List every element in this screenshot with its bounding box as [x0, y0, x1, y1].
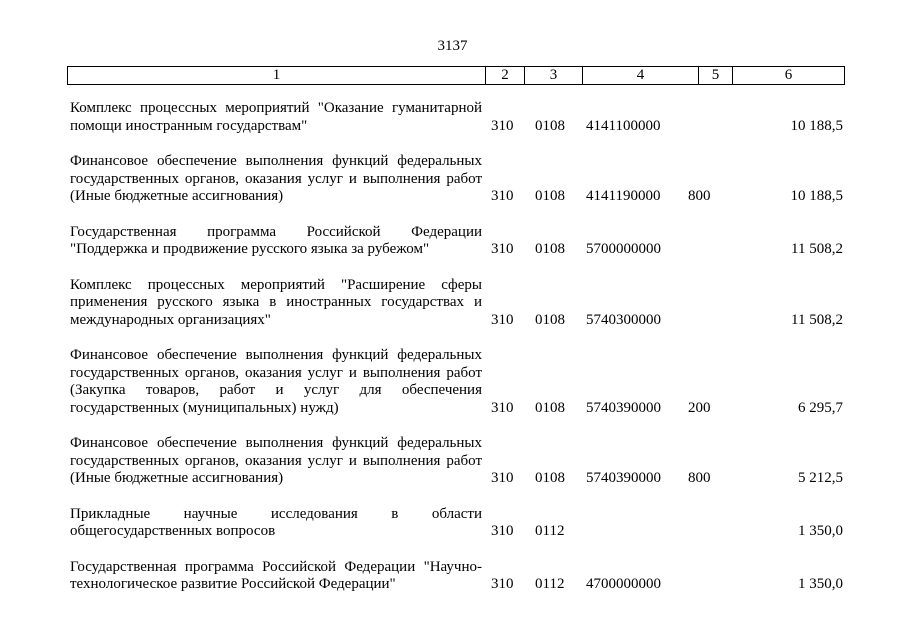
description-line: государственных органов, оказания услуг и выполнения работ — [70, 170, 482, 187]
header-col-1: 1 — [68, 67, 486, 84]
row-description — [67, 153, 482, 206]
cell-c6: 11 508,2 — [791, 311, 843, 328]
table-row — [67, 347, 845, 417]
description-line: (Закупка товаров, работ и услуг для обеспечения — [70, 382, 482, 398]
description-line: Финансовое обеспечение выполнения функций федеральных — [70, 153, 482, 169]
cell-c3: 0108 — [535, 241, 565, 257]
cell-c3: 0108 — [535, 311, 565, 328]
description-line: применения русского языка в иностранных государствах и — [70, 294, 482, 310]
description-line: помощи иностранным государствам" — [70, 117, 308, 134]
cell-c2: 310 — [491, 576, 514, 592]
cell-c4: 4141100000 — [586, 117, 661, 134]
table-row — [67, 435, 845, 488]
cell-c3: 0112 — [535, 576, 565, 592]
description-line: государственных органов, оказания услуг и выполнения работ — [70, 364, 482, 381]
cell-c4: 5740390000 — [586, 470, 661, 486]
cell-c4: 5740300000 — [586, 311, 661, 328]
cell-c4: 4141190000 — [586, 188, 661, 204]
cell-c3: 0108 — [535, 470, 565, 486]
cell-c6: 10 188,5 — [790, 117, 843, 134]
table-row — [67, 224, 845, 259]
row-description — [67, 435, 482, 488]
cell-c3: 0112 — [535, 523, 565, 539]
table-body — [67, 100, 845, 612]
cell-c5: 200 — [688, 399, 711, 416]
cell-c3: 0108 — [535, 399, 565, 416]
description-line: государственных органов, оказания услуг и выполнения работ — [70, 452, 482, 469]
cell-c2: 310 — [491, 188, 514, 204]
cell-c6: 6 295,7 — [798, 399, 843, 416]
description-line: "Поддержка и продвижение русского языка за рубежом" — [70, 241, 430, 257]
table-row — [67, 153, 845, 206]
table-row — [67, 100, 845, 135]
cell-c6: 1 350,0 — [798, 576, 843, 592]
cell-c5: 800 — [688, 188, 711, 204]
cell-c6: 1 350,0 — [798, 523, 843, 539]
cell-c2: 310 — [491, 311, 514, 328]
header-col-6: 6 — [784, 67, 793, 83]
cell-c6: 10 188,5 — [790, 188, 843, 204]
cell-c3: 0108 — [535, 188, 565, 204]
table-row — [67, 506, 845, 541]
cell-c4: 5700000000 — [586, 241, 661, 257]
table-row — [67, 559, 845, 594]
row-description — [67, 277, 482, 330]
cell-c4: 4700000000 — [586, 576, 661, 592]
description-line: Финансовое обеспечение выполнения функций федеральных — [70, 435, 482, 451]
row-description — [67, 224, 482, 259]
cell-c2: 310 — [491, 241, 514, 257]
description-line: международных организациях" — [70, 311, 271, 328]
cell-c2: 310 — [491, 399, 514, 416]
header-col-5: 5 — [699, 67, 733, 84]
page-number: 3137 — [437, 38, 468, 54]
row-description — [67, 506, 482, 541]
cell-c2: 310 — [491, 470, 514, 486]
header-col-2: 2 — [486, 67, 525, 84]
description-line: технологическое развитие Российской Федерации" — [70, 576, 396, 592]
cell-c2: 310 — [491, 117, 514, 134]
description-line: Государственная программа Российской Федерации — [70, 223, 482, 240]
row-description — [67, 100, 482, 135]
cell-c2: 310 — [491, 523, 514, 539]
description-line: Комплекс процессных мероприятий "Оказание гуманитарной — [70, 100, 482, 116]
header-col-4: 4 — [583, 67, 699, 84]
description-line: Финансовое обеспечение выполнения функций федеральных — [70, 347, 482, 363]
row-description — [67, 559, 482, 594]
description-line: (Иные бюджетные ассигнования) — [70, 188, 284, 204]
row-description — [67, 347, 482, 417]
table-row — [67, 277, 845, 330]
description-line: Государственная программа Российской Федерации "Научно- — [70, 558, 482, 575]
cell-c5: 800 — [688, 470, 711, 486]
cell-c6: 5 212,5 — [798, 470, 843, 486]
cell-c4: 5740390000 — [586, 399, 661, 416]
table-header — [67, 66, 845, 85]
description-line: государственных (муниципальных) нужд) — [70, 399, 339, 416]
description-line: общегосударственных вопросов — [70, 523, 276, 539]
cell-c3: 0108 — [535, 117, 565, 134]
description-line: Комплекс процессных мероприятий "Расширение сферы — [70, 276, 482, 293]
description-line: Прикладные научные исследования в области — [70, 505, 482, 522]
header-col-3: 3 — [525, 67, 583, 84]
cell-c6: 11 508,2 — [791, 241, 843, 257]
description-line: (Иные бюджетные ассигнования) — [70, 470, 284, 486]
